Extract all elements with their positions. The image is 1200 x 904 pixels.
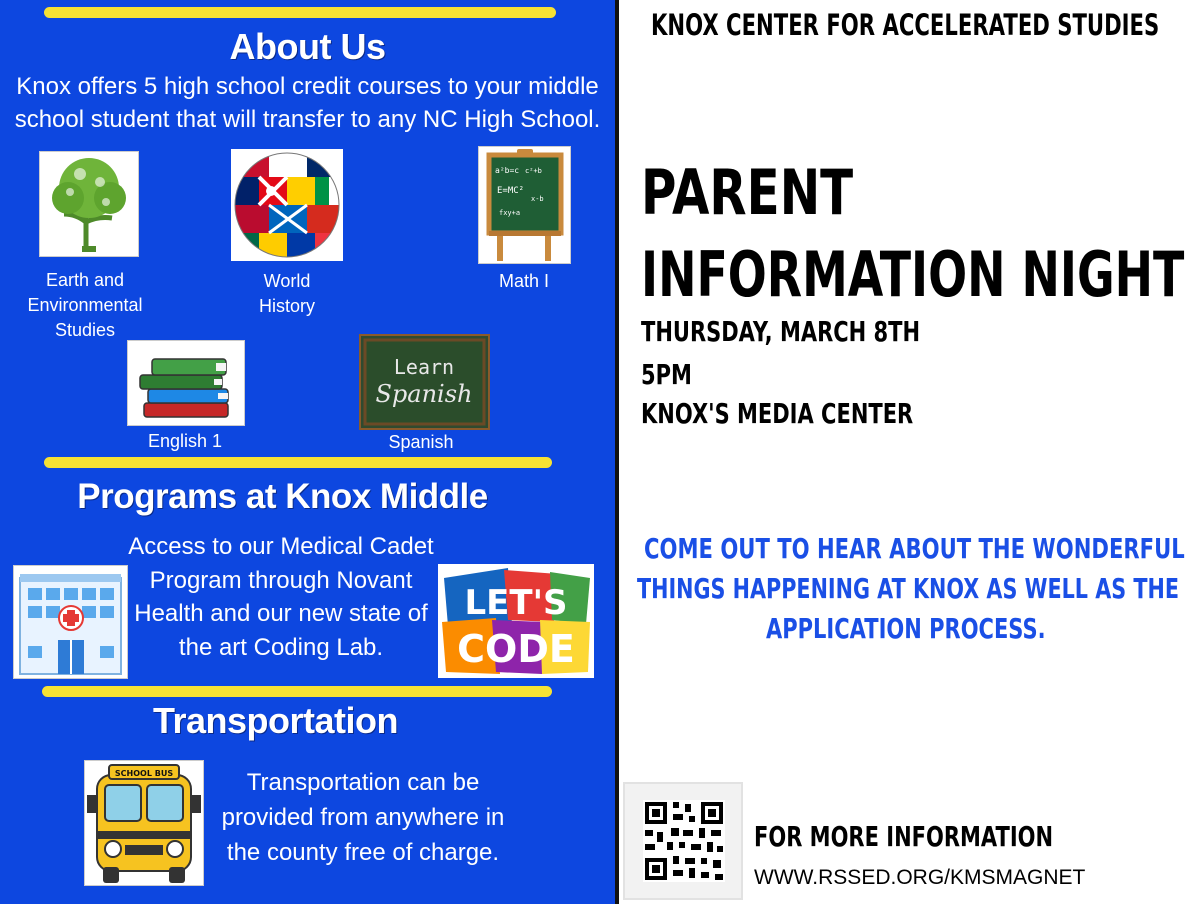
course-label-english: English 1	[147, 431, 223, 451]
course-label-history-line1: World	[263, 271, 311, 291]
svg-text:E=MC²: E=MC²	[497, 186, 525, 196]
course-label-earth-line2: Environmental	[27, 295, 143, 315]
programs-line3: Health and our new state of	[134, 600, 428, 627]
course-label-spanish: Spanish	[388, 432, 454, 452]
board-text-learn: Learn	[393, 355, 455, 379]
programs-line2: Program through Novant	[149, 567, 413, 594]
about-us-line1: Knox offers 5 high school credit courses to your middle	[16, 73, 599, 100]
more-info-label: FOR MORE INFORMATION	[754, 820, 1054, 853]
event-title-line2: INFORMATION NIGHT	[641, 238, 1185, 311]
programs-heading: Programs at Knox Middle	[77, 477, 488, 516]
blurb-line2: THINGS HAPPENING AT KNOX AS WELL AS THE	[637, 572, 1180, 605]
hospital-icon	[13, 565, 128, 679]
about-us-line2: school student that will transfer to any NC High School.	[14, 106, 601, 133]
transportation-line2: provided from anywhere in	[221, 804, 505, 831]
lets-code-line1: LET'S	[464, 583, 568, 623]
programs-line4: the art Coding Lab.	[178, 634, 384, 661]
transportation-heading: Transportation	[152, 700, 399, 741]
transportation-line1: Transportation can be	[246, 769, 480, 796]
programs-line1: Access to our Medical Cadet	[128, 533, 434, 560]
blurb-line1: COME OUT TO HEAR ABOUT THE WONDERFUL	[644, 532, 1185, 565]
lets-code-line2: CODE	[457, 627, 575, 671]
lets-code-logo	[438, 564, 594, 678]
yellow-divider-middle	[44, 457, 552, 468]
yellow-divider-top	[44, 7, 556, 18]
course-label-earth-line1: Earth and	[45, 270, 125, 290]
course-label-history-line2: History	[258, 296, 315, 316]
flag-globe-icon	[231, 149, 343, 261]
svg-text:x-b: x-b	[531, 195, 544, 203]
svg-text:a²b=c: a²b=c	[495, 166, 520, 175]
about-us-heading: About Us	[229, 26, 386, 67]
info-url[interactable]: WWW.RSSED.ORG/KMSMAGNET	[754, 866, 1086, 889]
transportation-line3: the county free of charge.	[226, 839, 500, 866]
course-label-math: Math I	[498, 271, 550, 291]
tree-icon	[39, 151, 139, 257]
bus-sign-text: SCHOOL BUS	[114, 769, 174, 778]
learn-spanish-board-icon	[359, 334, 490, 430]
event-location: KNOX'S MEDIA CENTER	[641, 397, 914, 430]
svg-text:fxy+a: fxy+a	[499, 209, 521, 217]
event-time: 5PM	[641, 358, 692, 391]
blurb-line3: APPLICATION PROCESS.	[766, 612, 1046, 645]
course-label-earth-line3: Studies	[54, 320, 116, 340]
svg-text:c²+b: c²+b	[525, 167, 542, 175]
qr-code[interactable]	[623, 782, 743, 900]
yellow-divider-bottom	[42, 686, 552, 697]
chalkboard-icon	[478, 146, 571, 264]
board-text-spanish: Spanish	[375, 380, 473, 408]
school-header: KNOX CENTER FOR ACCELERATED STUDIES	[651, 8, 1160, 42]
books-icon	[127, 340, 245, 426]
school-bus-icon	[84, 760, 204, 886]
right-panel	[619, 0, 1200, 904]
event-date: THURSDAY, MARCH 8TH	[641, 315, 921, 348]
event-title-line1: PARENT	[641, 156, 854, 229]
